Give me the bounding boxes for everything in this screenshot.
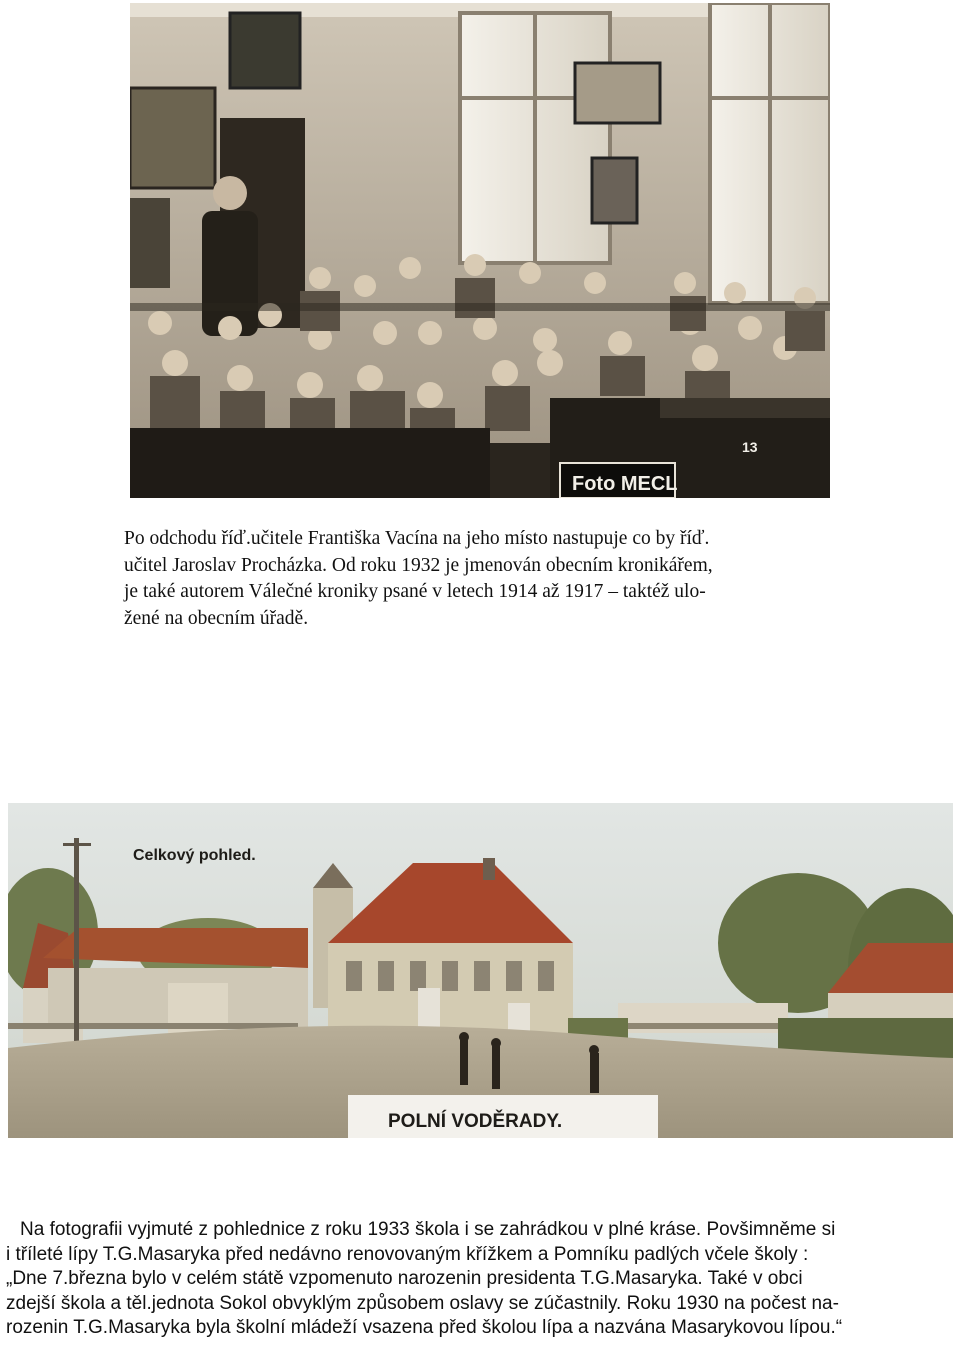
text-line: žené na obecním úřadě. [124, 607, 309, 629]
text-line: Po odchodu říď.učitele Františka Vacína na jeho místo nastupuje co by říď. [124, 528, 710, 549]
paragraph-teacher [124, 526, 844, 632]
text-line: zdejší škola a těl.jednota Sokol obvyklým způsobem oslavy se zúčastnily. Roku 1930 na počest na- [6, 1292, 839, 1314]
paragraph-postcard [6, 1218, 954, 1341]
desk-number: 13 [742, 439, 758, 455]
classroom-photo [130, 3, 830, 498]
postcard-photo [8, 803, 953, 1138]
postcard-top-label: Celkový pohled. [133, 847, 256, 864]
text-line: rozenin T.G.Masaryka byla školní mládeží vsazena před školou lípa a nazvána Masarykovou lípou.“ [6, 1317, 843, 1339]
postcard-illustration [8, 803, 953, 1138]
text-line: je také autorem Válečné kroniky psané v letech 1914 až 1917 – taktéž ulo- [124, 581, 706, 602]
postcard-bottom-label: POLNÍ VODĚRADY. [388, 1111, 563, 1132]
text-line: Na fotografii vyjmuté z pohlednice z roku 1933 škola i se zahrádkou v plné kráse. Povšimněme si [20, 1219, 836, 1240]
text-line: „Dne 7.března bylo v celém státě vzpomenuto narozenin presidenta T.G.Masaryka. Také v obci [6, 1268, 803, 1290]
text-line: i tříleté lípy T.G.Masaryka před nedávno renovovaným křížkem a Pomníku padlých včele školy : [6, 1243, 809, 1265]
classroom-illustration [130, 3, 830, 498]
text-line: učitel Jaroslav Procházka. Od roku 1932 je jmenován obecním kronikářem, [124, 554, 713, 576]
sign-text: Foto MECL [572, 473, 678, 495]
